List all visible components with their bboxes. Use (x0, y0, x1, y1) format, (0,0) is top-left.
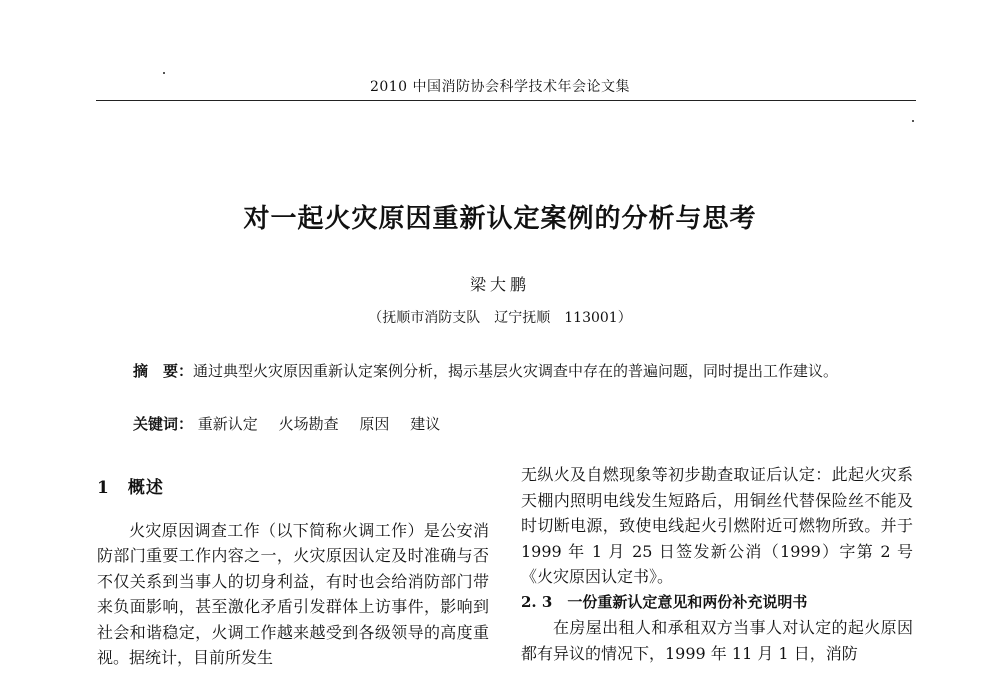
subsection-heading: 2. 3 一份重新认定意见和两份补充说明书 (521, 592, 808, 611)
section-heading: 1 概述 (97, 478, 164, 498)
keyword-item: 火场勘查 (278, 415, 339, 433)
abstract (97, 358, 917, 384)
keywords-label: 关键词： (133, 415, 194, 433)
running-head: 2010 中国消防协会科学技术年会论文集 (369, 79, 631, 95)
keywords (133, 413, 913, 435)
scan-speck (912, 120, 914, 122)
author-name: 梁大鹏 (469, 275, 530, 294)
keyword-item: 重新认定 (197, 415, 258, 433)
scan-speck (163, 72, 165, 74)
author-affiliation: （抚顺市消防支队 辽宁抚顺 113001） (368, 310, 632, 326)
keyword-item: 建议 (410, 415, 441, 433)
paper-title: 对一起火灾原因重新认定案例的分析与思考 (243, 204, 757, 234)
keyword-item: 原因 (359, 415, 390, 433)
right-column (521, 462, 913, 666)
body-paragraph: 无纵火及自燃现象等初步勘查取证后认定：此起火灾系天棚内照明电线发生短路后，用铜丝代替保险丝不能及时切断电源，致使电线起火引燃附近可燃物所致。并于 1999 年 1 月 25 日签发新公消（1999）字第 2 号《火灾原因认定书》。 (521, 465, 913, 586)
body-paragraph: 火灾原因调查工作（以下简称火调工作）是公安消防部门重要工作内容之一，火灾原因认定及时准确与否不仅关系到当事人的切身利益，有时也会给消防部门带来负面影响，甚至激化矛盾引发群体上访事件，影响到社会和谐稳定，火调工作越来越受到各级领导的高度重视。据统计，目前所发生 (97, 520, 489, 667)
header-rule (96, 100, 916, 101)
abstract-text: 通过典型火灾原因重新认定案例分析，揭示基层火灾调查中存在的普遍问题，同时提出工作建议。 (193, 362, 839, 380)
abstract-label: 摘 要： (133, 362, 194, 380)
left-column (97, 476, 489, 671)
body-paragraph: 在房屋出租人和承租双方当事人对认定的起火原因都有异议的情况下，1999 年 11 月 1 日，消防 (521, 618, 913, 663)
